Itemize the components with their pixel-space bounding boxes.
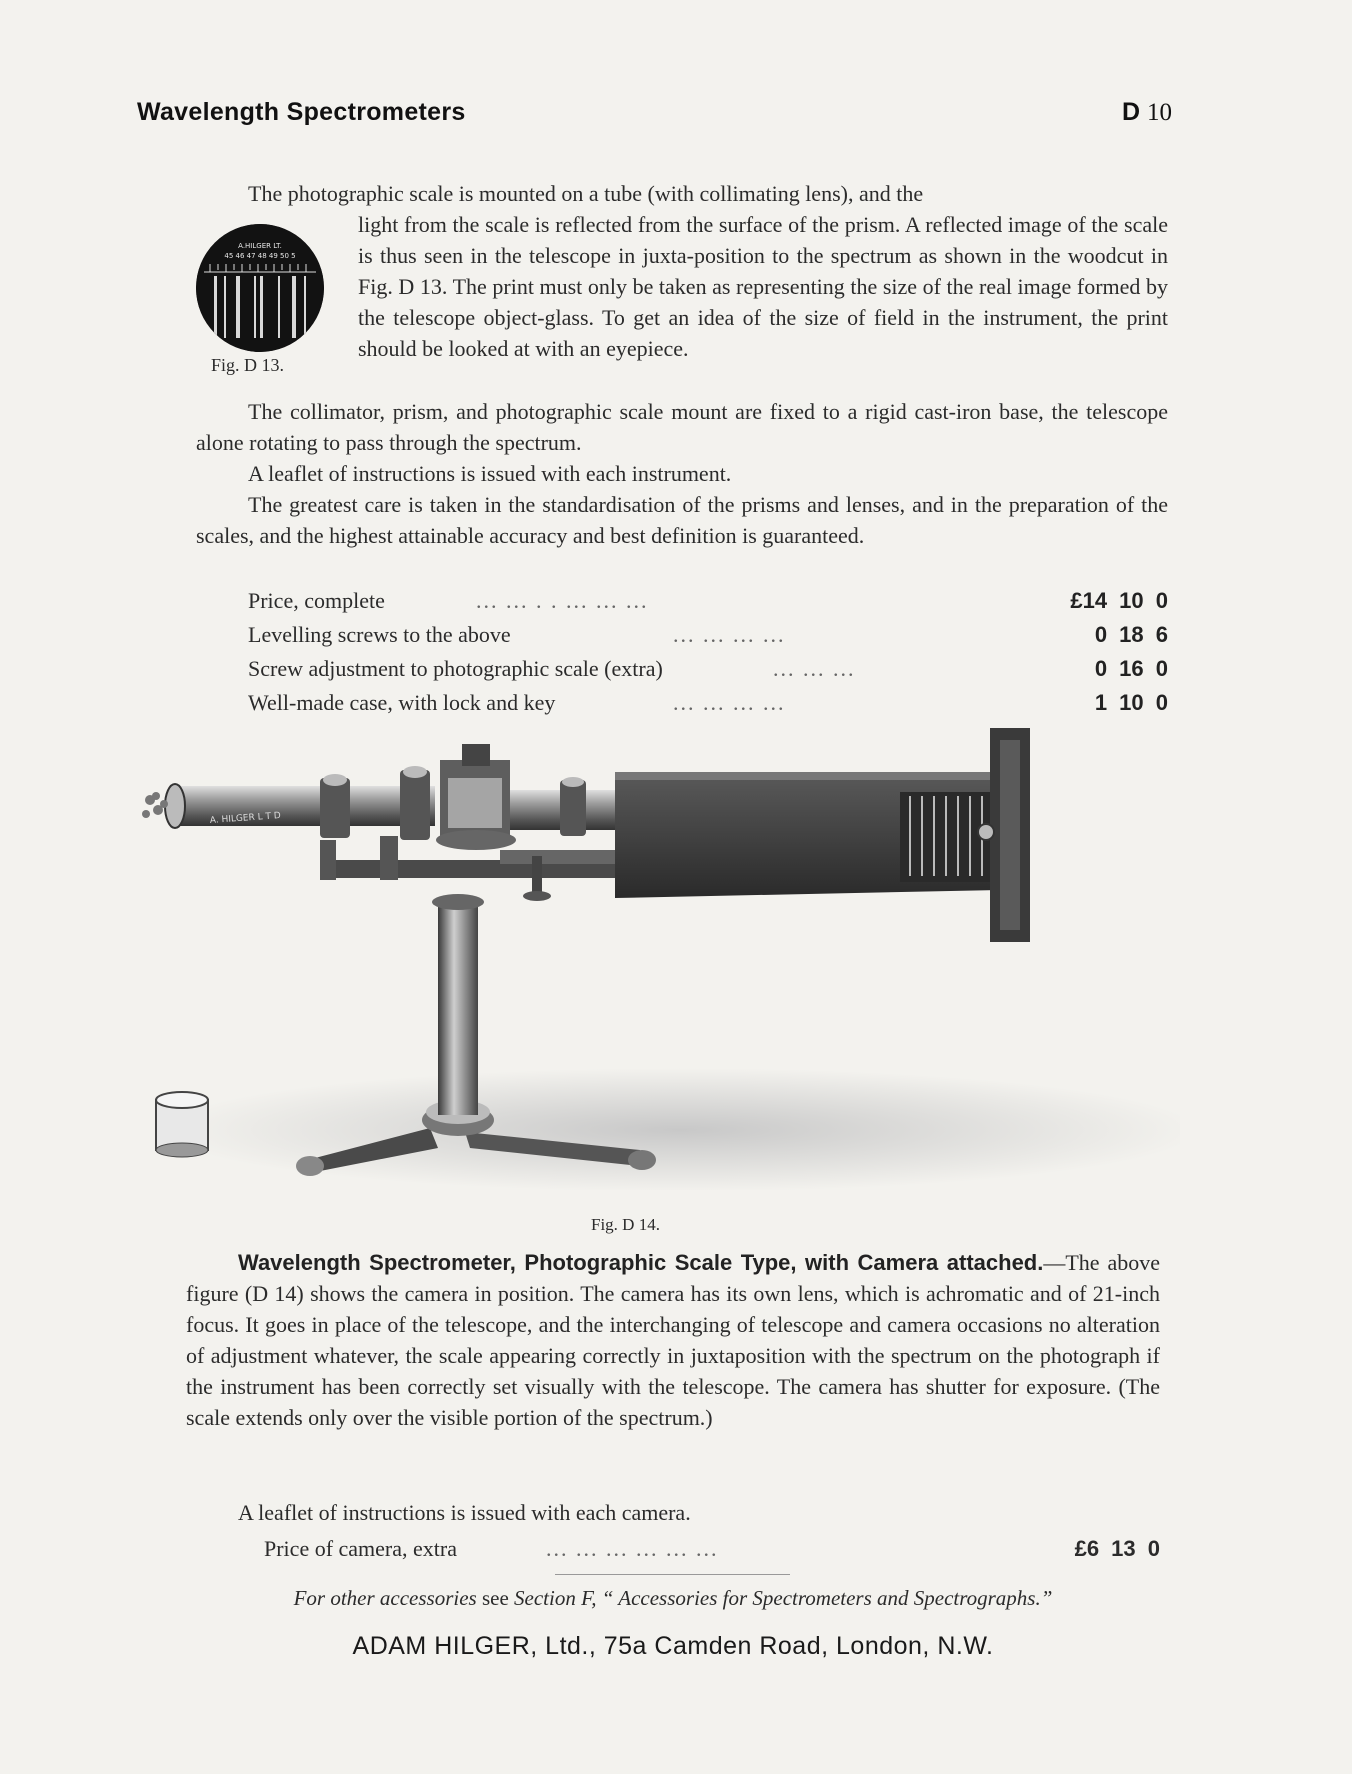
leader-dots: ... ... ... ... — [673, 690, 786, 715]
fig-d13-caption: Fig. D 13. — [211, 355, 285, 375]
scale-view-figure — [196, 224, 324, 352]
note-prefix: For other accessories — [293, 1586, 477, 1610]
price-row — [248, 619, 1168, 650]
fig-d14-caption: Fig. D 14. — [591, 1215, 660, 1234]
intro-paragraph-leaflet: A leaflet of instructions is issued with each instrument. — [248, 461, 732, 486]
leader-dots: ... ... ... ... ... ... — [546, 1536, 719, 1561]
camera-price-label: Price of camera, extra — [264, 1536, 457, 1561]
eyepiece-cap — [156, 1092, 208, 1157]
accessories-note — [186, 1586, 1160, 1611]
camera-box — [615, 728, 1030, 942]
camera-heading: Wavelength Spectrometer, Photographic Scale Type, with Camera attached. — [238, 1250, 1044, 1275]
divider — [555, 1574, 790, 1575]
page-section-letter: D — [1121, 98, 1141, 126]
intro-paragraph-care: The greatest care is taken in the standardisation of the prisms and lenses, and in the preparation of the scales, and the highest attainable accuracy and best definition is guaranteed. — [196, 492, 1168, 548]
collimator-tube — [142, 784, 435, 828]
spectrometer-camera-illustration — [120, 720, 1180, 1190]
note-section: Section F, — [514, 1586, 597, 1610]
leader-dots: ... ... . . ... ... ... — [476, 588, 649, 613]
price-amount: 0 16 0 — [1094, 656, 1168, 681]
engraved-maker-name: A. HILGER L T D — [209, 811, 282, 826]
price-row — [248, 687, 1168, 718]
price-amount: 1 10 0 — [1094, 690, 1168, 715]
note-quote: “ Accessories for Spectrometers and Spectrographs.” — [601, 1586, 1053, 1610]
price-label: Screw adjustment to photographic scale (extra) — [248, 656, 663, 681]
scope-label-scale: 45 46 47 48 49 50 5 — [224, 252, 296, 260]
intro-first-line: The photographic scale is mounted on a tube (with collimating lens), and the — [248, 181, 924, 206]
price-label: Levelling screws to the above — [248, 622, 511, 647]
price-row — [248, 585, 1168, 616]
price-amount: £14 10 0 — [1070, 588, 1168, 613]
scope-label-maker: A.HILGER LT. — [238, 242, 282, 250]
prism-housing — [436, 744, 516, 850]
price-amount: 0 18 6 — [1094, 622, 1168, 647]
note-see: see — [481, 1586, 509, 1610]
page-digits: 10 — [1147, 99, 1172, 126]
price-label: Price, complete — [248, 588, 385, 613]
intro-paragraph-base: The collimator, prism, and photographic scale mount are fixed to a rigid cast-iron base, the telescope alone rotating to pass through the spectrum. — [196, 399, 1168, 455]
price-row — [248, 653, 1168, 684]
camera-body: —The above figure (D 14) shows the camera in position. The camera has its own lens, which is achromatic and of 21-inch focus. It goes in place of the telescope, and the interchanging of telescope and camera occasions no alteration of adjustment whatever, the scale appearing correctly in juxtaposition with the spectrum on the photograph if the instrument has been correctly set visually with the telescope. The camera has shutter for exposure. (The scale extends only over the visible portion of the spectrum.) — [186, 1250, 1160, 1430]
leader-dots: ... ... ... ... — [673, 622, 786, 647]
leader-dots: ... ... ... — [773, 656, 856, 681]
publisher-address: ADAM HILGER, Ltd., 75a Camden Road, London, N.W. — [352, 1632, 994, 1660]
camera-paragraph — [186, 1247, 1160, 1433]
intro-wrap-text: light from the scale is reflected from the surface of the prism. A reflected image of the scale is thus seen in the telescope in juxta-position to the spectrum as shown in the woodcut in Fig. D 13. The print must only be taken as representing the size of the real image formed by the telescope object-glass. To get an idea of the size of field in the instrument, the print should be looked at with an eyepiece. — [358, 212, 1168, 361]
stand-pillar — [438, 900, 478, 1115]
camera-price-amount: £6 13 0 — [1074, 1536, 1160, 1561]
page-number — [1122, 98, 1172, 127]
camera-leaflet: A leaflet of instructions is issued with each camera. — [238, 1500, 691, 1525]
camera-price-row — [264, 1533, 1160, 1564]
price-label: Well-made case, with lock and key — [248, 690, 556, 715]
running-title: Wavelength Spectrometers — [137, 98, 466, 126]
